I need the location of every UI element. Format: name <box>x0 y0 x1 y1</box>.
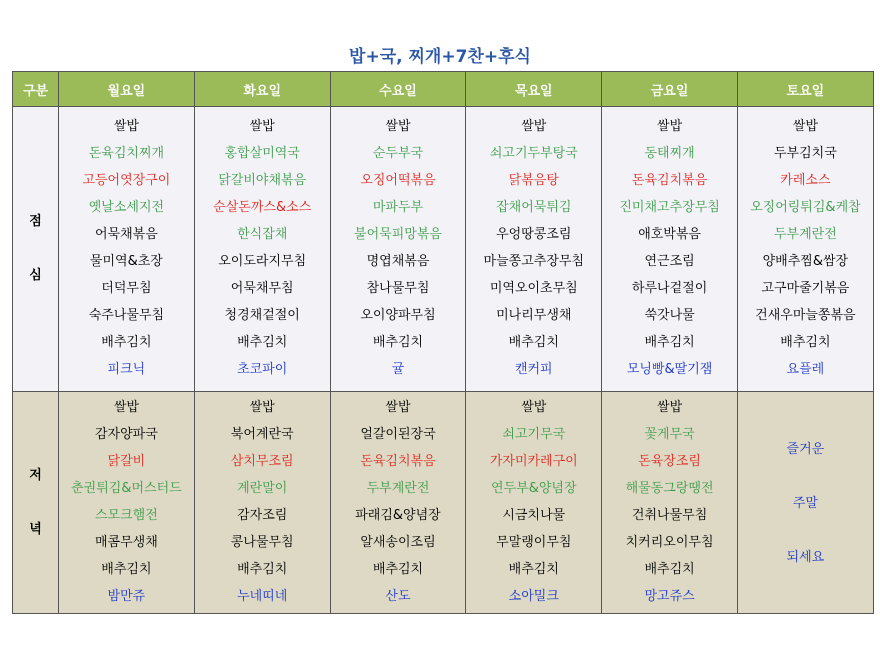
menu-item: 마늘쫑고추장무침 <box>483 254 585 269</box>
menu-item: 밤만쥬 <box>107 589 146 604</box>
menu-item: 초코파이 <box>237 362 288 377</box>
menu-item: 닭볶음탕 <box>508 173 559 188</box>
menu-item: 오징어떡볶음 <box>360 173 436 188</box>
menu-item: 고구마줄기볶음 <box>761 281 850 296</box>
menu-item: 시금치나물 <box>502 508 566 523</box>
menu-item: 진미채고추장무침 <box>619 200 720 215</box>
menu-item: 누네띠네 <box>237 589 288 604</box>
menu-item: 돈육김치볶음 <box>631 173 708 188</box>
menu-item: 매콤무생채 <box>95 535 158 550</box>
menu-item: 피크닉 <box>107 362 146 377</box>
menu-item: 한식잡채 <box>237 227 288 242</box>
menu-item: 연근조림 <box>644 254 695 269</box>
menu-item: 치커리오이무침 <box>625 535 714 550</box>
menu-item: 옛날소세지전 <box>88 200 165 215</box>
menu-item: 쌀밥 <box>113 400 139 415</box>
lunch-cell-monday <box>59 107 195 392</box>
menu-item: 숙주나물무침 <box>88 308 165 323</box>
header-row <box>13 72 874 107</box>
menu-item: 콩나물무침 <box>230 535 294 550</box>
menu-item: 배추김치 <box>101 335 152 350</box>
menu-item: 두부계란전 <box>773 227 837 242</box>
menu-item: 참나물무침 <box>366 281 430 296</box>
menu-item: 망고쥬스 <box>644 589 695 604</box>
menu-item: 연두부&양념장 <box>491 481 577 496</box>
menu-item: 배추김치 <box>508 562 559 577</box>
menu-item: 쌀밥 <box>657 119 683 134</box>
menu-item: 오징어링튀김&케찹 <box>750 200 861 215</box>
page-title: 밥+국, 찌개+7찬+후식 <box>349 47 531 67</box>
menu-item: 쇠고기두부탕국 <box>489 146 578 161</box>
menu-item: 쌀밥 <box>249 400 275 415</box>
lunch-label-char: 점 <box>29 214 42 229</box>
menu-item: 쌀밥 <box>792 119 818 134</box>
menu-item: 산도 <box>385 589 411 604</box>
dinner-cell-saturday <box>737 392 873 614</box>
menu-item: 삼치무조림 <box>230 454 294 469</box>
menu-item: 돈육김치볶음 <box>360 454 436 469</box>
menu-item: 고등어엿장구이 <box>82 173 171 188</box>
menu-table <box>12 71 874 614</box>
menu-item: 북어계란국 <box>230 427 294 442</box>
menu-item: 계란말이 <box>237 481 288 496</box>
menu-item: 되세요 <box>786 549 825 565</box>
menu-item: 배추김치 <box>101 562 152 577</box>
menu-item: 하루나겉절이 <box>631 281 708 296</box>
menu-item: 꽃게무국 <box>644 427 695 442</box>
menu-item: 요플레 <box>786 362 825 377</box>
menu-item: 애호박볶음 <box>638 227 701 242</box>
lunch-cell-thursday <box>466 107 602 392</box>
menu-item: 명엽채볶음 <box>366 254 430 269</box>
menu-item: 즐거운 <box>786 441 825 457</box>
lunch-cell-tuesday <box>194 107 330 392</box>
menu-item: 돈육김치찌개 <box>88 146 165 161</box>
menu-item: 동태찌개 <box>644 146 695 161</box>
dinner-label-char: 저 <box>29 467 42 483</box>
menu-item: 배추김치 <box>372 562 424 577</box>
menu-item: 무말랭이무침 <box>496 535 572 550</box>
dinner-label-char: 녁 <box>29 521 42 537</box>
menu-item: 얼갈이된장국 <box>360 427 436 442</box>
menu-item: 배추김치 <box>508 335 559 350</box>
menu-item: 쌀밥 <box>385 119 411 134</box>
menu-item: 어묵채볶음 <box>95 227 158 242</box>
weekend-message <box>738 394 873 613</box>
menu-item: 미역오이초무침 <box>489 281 578 296</box>
menu-item: 미나리무생채 <box>496 308 572 323</box>
header-friday: 금요일 <box>602 72 738 107</box>
menu-item: 감자양파국 <box>95 427 158 442</box>
menu-item: 우엉땅콩조림 <box>496 227 572 242</box>
menu-item: 배추김치 <box>780 335 831 350</box>
menu-item: 캔커피 <box>514 362 553 377</box>
menu-item: 파래김&양념장 <box>355 508 441 523</box>
menu-item: 배추김치 <box>237 562 288 577</box>
menu-item: 주말 <box>792 495 818 511</box>
dinner-cell-friday <box>602 392 738 614</box>
lunch-cell-friday <box>602 107 738 392</box>
menu-item: 순살돈까스&소스 <box>213 200 312 215</box>
menu-item: 귤 <box>391 362 405 377</box>
menu-item: 모닝빵&딸기잼 <box>626 362 713 377</box>
menu-item: 쌀밥 <box>521 119 547 134</box>
menu-item: 어묵채무침 <box>230 281 294 296</box>
menu-item: 쌀밥 <box>249 119 275 134</box>
menu-item: 물미역&초장 <box>89 254 163 269</box>
menu-item: 더덕무침 <box>101 281 152 296</box>
menu-item: 가자미카레구이 <box>489 454 578 469</box>
menu-item: 닭갈비 <box>107 454 146 469</box>
menu-item: 홍합살미역국 <box>224 146 300 161</box>
dinner-cell-monday <box>59 392 195 614</box>
header-category: 구분 <box>13 72 59 107</box>
menu-item: 카레소스 <box>780 173 831 188</box>
dinner-cell-wednesday <box>330 392 466 614</box>
menu-item: 쇠고기무국 <box>502 427 566 442</box>
lunch-label-char: 심 <box>29 268 42 283</box>
menu-item: 오이도라지무침 <box>218 254 307 269</box>
menu-item: 춘권튀김&머스터드 <box>71 481 182 496</box>
menu-item: 잡채어묵튀김 <box>496 200 572 215</box>
menu-item: 쑥갓나물 <box>644 308 695 323</box>
menu-item: 배추김치 <box>644 335 695 350</box>
menu-item: 돈육장조림 <box>638 454 701 469</box>
menu-item: 닭갈비야채볶음 <box>218 173 307 188</box>
menu-item: 알새송이조림 <box>360 535 436 550</box>
dinner-label <box>13 392 59 614</box>
menu-item: 소아밀크 <box>508 589 559 604</box>
menu-item: 배추김치 <box>237 335 288 350</box>
lunch-row <box>13 107 874 392</box>
menu-item: 건새우마늘쫑볶음 <box>755 308 856 323</box>
menu-item: 두부계란전 <box>366 481 430 496</box>
menu-item: 양배추찜&쌈장 <box>762 254 849 269</box>
menu-item: 마파두부 <box>372 200 424 215</box>
lunch-cell-wednesday <box>330 107 466 392</box>
header-monday: 월요일 <box>59 72 195 107</box>
header-saturday: 토요일 <box>737 72 873 107</box>
dinner-cell-thursday <box>466 392 602 614</box>
menu-item: 배추김치 <box>372 335 424 350</box>
header-thursday: 목요일 <box>466 72 602 107</box>
menu-item: 두부김치국 <box>773 146 837 161</box>
lunch-cell-saturday <box>737 107 873 392</box>
menu-item: 쌀밥 <box>521 400 547 415</box>
menu-item: 쌀밥 <box>657 400 683 415</box>
header-tuesday: 화요일 <box>194 72 330 107</box>
menu-item: 해물동그랑땡전 <box>625 481 714 496</box>
menu-item: 스모크햄전 <box>95 508 158 523</box>
menu-item: 청경채겉절이 <box>224 308 300 323</box>
header-wednesday: 수요일 <box>330 72 466 107</box>
menu-item: 배추김치 <box>644 562 695 577</box>
menu-item: 쌀밥 <box>113 119 139 134</box>
menu-item: 쌀밥 <box>385 400 411 415</box>
lunch-label <box>13 107 59 392</box>
menu-item: 오이양파무침 <box>360 308 436 323</box>
menu-item: 건취나물무침 <box>631 508 708 523</box>
dinner-cell-tuesday <box>194 392 330 614</box>
menu-item: 순두부국 <box>372 146 424 161</box>
menu-item: 불어묵피망볶음 <box>354 227 442 242</box>
dinner-row <box>13 392 874 614</box>
menu-item: 감자조림 <box>237 508 288 523</box>
